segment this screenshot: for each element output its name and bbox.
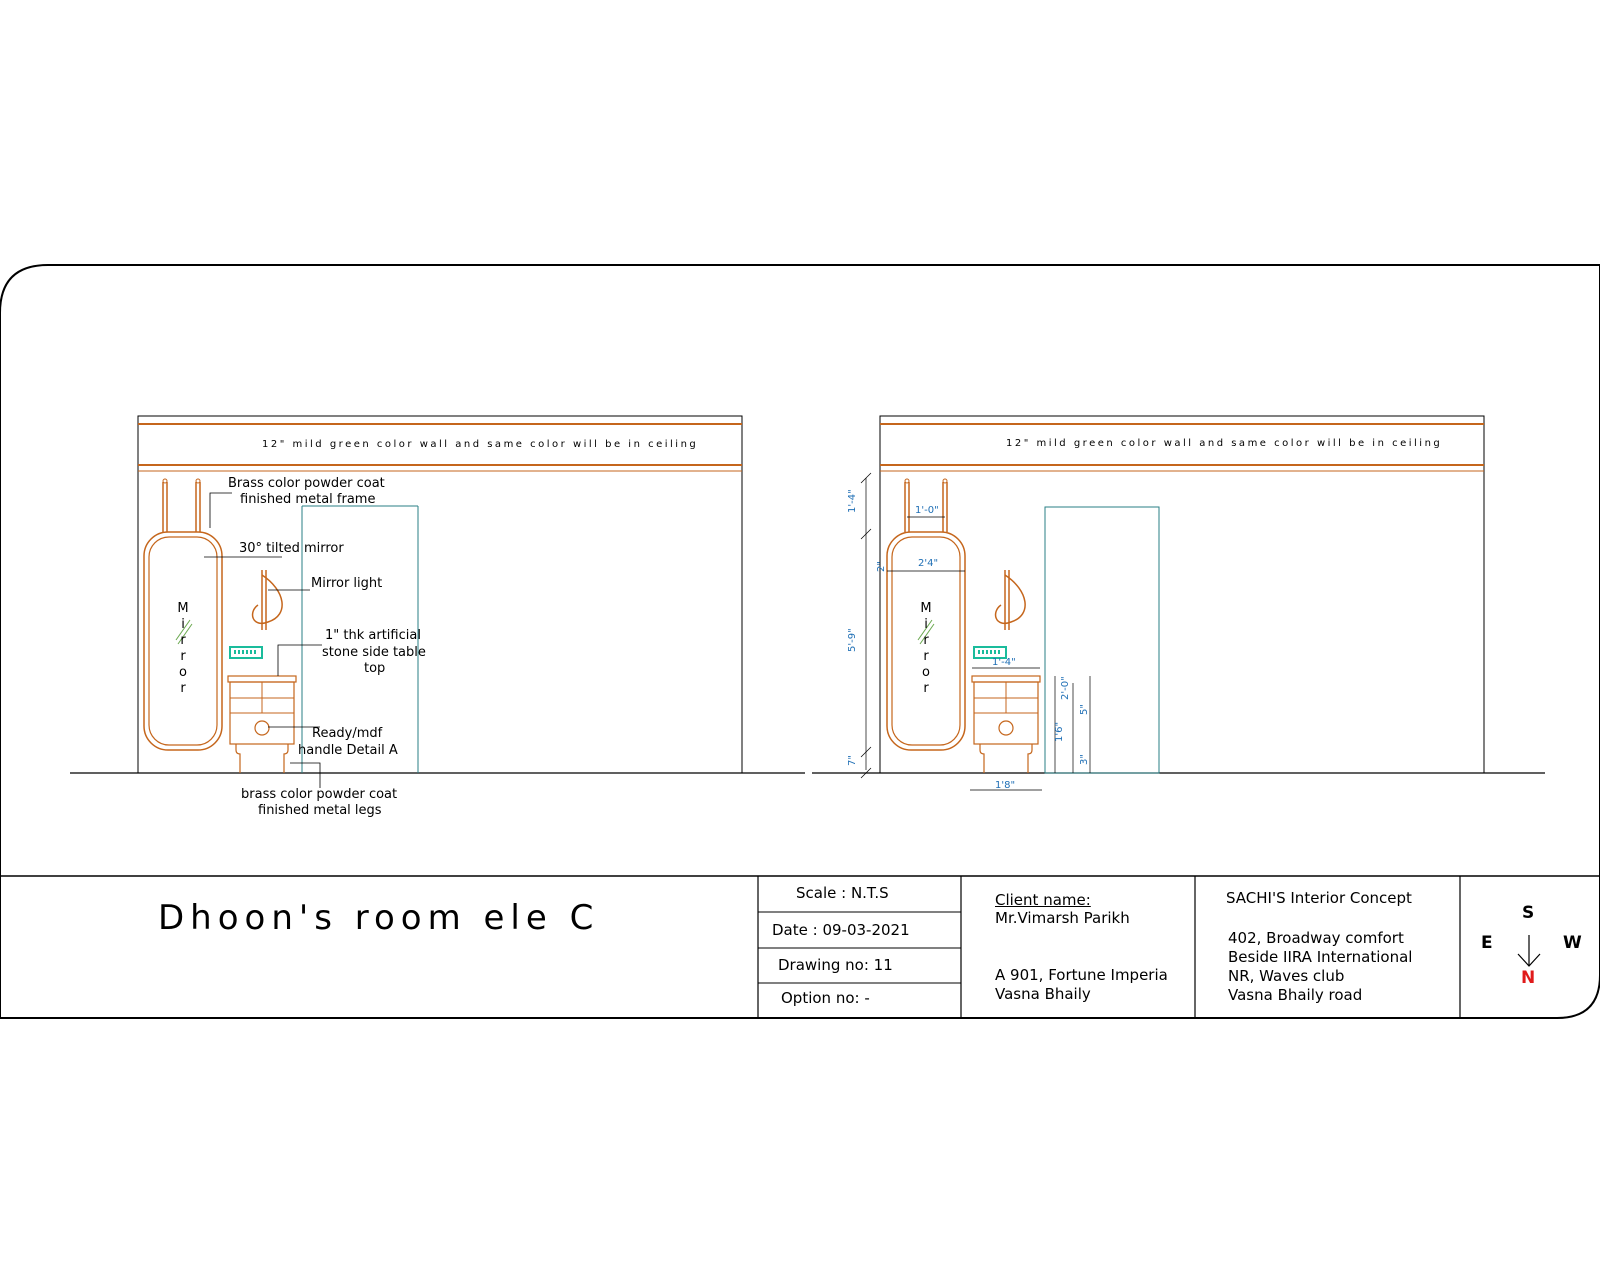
ceiling-band-note: 12" mild green color wall and same color will be in ceiling	[262, 439, 699, 450]
handle-note-2: handle Detail A	[298, 743, 398, 758]
svg-text:r: r	[180, 681, 186, 696]
compass-north: N	[1521, 968, 1536, 988]
dim-mirror-width: 2'4"	[918, 558, 939, 569]
svg-text:r: r	[923, 633, 929, 648]
svg-text:r: r	[923, 681, 929, 696]
svg-text:r: r	[180, 649, 186, 664]
wall-outline-right	[880, 416, 1484, 773]
client-label: Client name:	[995, 891, 1091, 909]
scale-value: Scale : N.T.S	[796, 884, 889, 902]
svg-text:r: r	[923, 649, 929, 664]
dim-mirror-top: 1'-0"	[915, 505, 939, 516]
option-number: Option no: -	[781, 989, 870, 1007]
compass-west: W	[1563, 933, 1582, 953]
ceiling-band-note-right: 12" mild green color wall and same color will be in ceiling	[1006, 438, 1443, 449]
legs-note-2: finished metal legs	[258, 803, 382, 818]
stone-top-note-2: stone side table	[322, 645, 426, 660]
svg-text:r: r	[180, 633, 186, 648]
dim-table-top: 1'-4"	[992, 657, 1016, 668]
compass-arrow-icon	[1518, 935, 1540, 966]
side-table-right	[972, 676, 1040, 773]
date-value: Date : 09-03-2021	[772, 921, 910, 939]
right-elevation	[812, 416, 1545, 791]
mirror-label-right	[920, 601, 931, 696]
wall-outline	[138, 416, 742, 773]
frame-note-2: finished metal frame	[240, 492, 376, 507]
stone-top-note-3: top	[364, 661, 386, 676]
mirror-light	[253, 570, 283, 630]
side-table	[228, 676, 296, 773]
client-address-2: Vasna Bhaily	[995, 985, 1091, 1003]
firm-address-4: Vasna Bhaily road	[1228, 986, 1363, 1004]
dim-mirror-gap: 2"	[876, 561, 887, 572]
svg-text:o: o	[922, 665, 930, 680]
dim-table-height: 1'6"	[1054, 721, 1065, 742]
mirror-light-right	[996, 570, 1026, 630]
handle-note-1: Ready/mdf	[312, 726, 383, 741]
dim-height-bottom: 7"	[847, 755, 858, 766]
dim-table-part-b: 5"	[1079, 704, 1090, 715]
drawing-number: Drawing no: 11	[778, 956, 893, 974]
svg-text:i: i	[924, 617, 928, 632]
client-address-1: A 901, Fortune Imperia	[995, 966, 1168, 984]
dim-table-leg: 3"	[1079, 754, 1090, 765]
frame-note-1: Brass color powder coat	[228, 476, 385, 491]
svg-text:o: o	[179, 665, 187, 680]
mirror-light-note: Mirror light	[311, 576, 383, 591]
svg-text:M: M	[177, 601, 189, 616]
stone-top-note-1: 1" thk artificial	[325, 628, 421, 643]
tilted-mirror-note: 30° tilted mirror	[239, 541, 344, 556]
dim-table-base: 1'8"	[995, 780, 1016, 791]
firm-address-1: 402, Broadway comfort	[1228, 929, 1404, 947]
dim-height-mid: 5'-9"	[847, 628, 858, 652]
compass-south: S	[1522, 903, 1535, 923]
dim-table-part-a: 2'-0"	[1060, 676, 1071, 700]
svg-text:M: M	[920, 601, 932, 616]
firm-address-2: Beside IIRA International	[1228, 948, 1413, 966]
firm-address-3: NR, Waves club	[1228, 967, 1345, 985]
compass-east: E	[1481, 933, 1493, 953]
legs-note-1: brass color powder coat	[241, 787, 398, 802]
mirror-label	[177, 601, 188, 696]
svg-text:i: i	[181, 617, 185, 632]
left-elevation	[70, 416, 805, 818]
firm-name: SACHI'S Interior Concept	[1226, 889, 1412, 907]
dim-height-top: 1'-4"	[847, 489, 858, 513]
client-name: Mr.Vimarsh Parikh	[995, 909, 1130, 927]
drawing-title: Dhoon's room ele C	[158, 898, 600, 938]
